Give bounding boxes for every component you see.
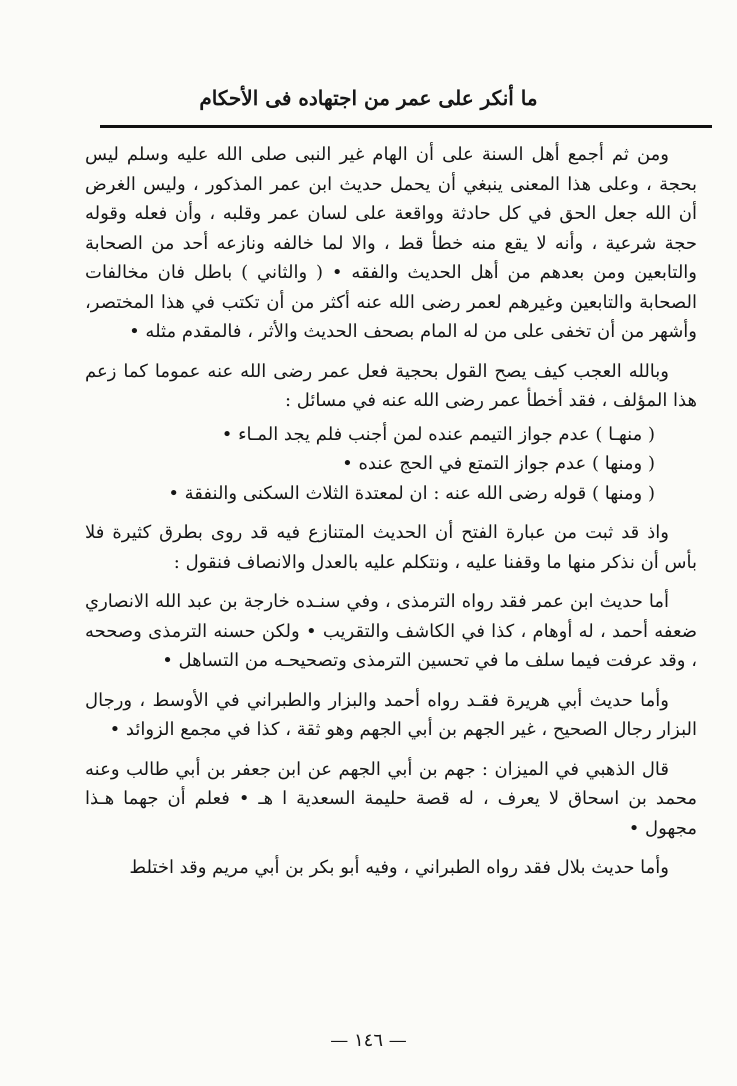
list-item: ( ومنها ) قوله رضى الله عنه : ان لمعتدة الثلاث السكنى والنفقة • xyxy=(168,482,655,504)
list-item: ( منهـا ) عدم جواز التيمم عنده لمن أجنب فلم يجد المـاء • xyxy=(221,423,655,445)
paragraph-1: ومن ثم أجمع أهل السنة على أن الهام غير النبى صلى الله عليه وسلم ليس بحجة ، وعلى هذا المعنى ينبغي أن يحمل حديث ابن عمر المذكور ، وليس الغرض أن الله جعل الحق في كل حادثة وواقعة على لسان عمر وقلبه ، وأن فعله وقوله حجة شرعية ، وأنه لا يقع منه خطأ قط ، والا لما خالفه ونازعه أحد من الصحابة والتابعين ومن بعدهم من أهل الحديث والفقه • ( والثاني ) باطل فان مخالفات الصحابة والتابعين وغيرهم لعمر رضى الله عنه أكثر من أن تكتب في هذا المختصر، وأشهر من أن تخفى على من له المام بصحف الحديث والأثر ، فالمقدم مثله • xyxy=(85,144,697,342)
paragraph-6: قال الذهبي في الميزان : جهم بن أبي الجهم عن ابن جعفر بن أبي طالب وعنه محمد بن اسحاق لا يعرف ، له قصة حليمة السعدية ا هـ • فعلم أن جهما هـذا مجهول • xyxy=(85,758,697,839)
errors-list xyxy=(85,420,697,509)
paragraph-4: أما حديث ابن عمر فقد رواه الترمذى ، وفي سنـده خارجة بن عبد الله الانصاري ضعفه أحمد ، له أوهام ، كذا في الكاشف والتقريب • ولكن حسنه الترمذى وصححه ، وقد عرفت فيما سلف ما في تحسين الترمذى وتصحيحـه من التساهل • xyxy=(85,591,697,671)
header-rule xyxy=(100,125,712,128)
paragraph-2: وبالله العجب كيف يصح القول بحجية فعل عمر رضى الله عنه عموما كما زعم هذا المؤلف ، فقد أخطأ عمر رضى الله عنه في مسائل : xyxy=(85,360,697,411)
page-title: ما أنكر على عمر من اجتهاده فى الأحكام xyxy=(199,86,538,110)
main-text xyxy=(85,140,697,893)
page-number: — ١٤٦ — xyxy=(330,1030,407,1051)
paragraph-3: واذ قد ثبت من عبارة الفتح أن الحديث المتنازع فيه قد روى بطرق كثيرة فلا بأس أن نذكر منها ما وقفنا عليه ، ونتكلم عليه بالعدل والانصاف فنقول : xyxy=(85,522,697,573)
list-item: ( ومنها ) عدم جواز التمتع في الحج عنده • xyxy=(342,453,655,474)
paragraph-5: وأما حديث أبي هريرة فقـد رواه أحمد والبزار والطبراني في الأوسط ، ورجال البزار رجال الصحيح ، غير الجهم بن أبي الجهم وهو ثقة ، كذا في مجمع الزوائد • xyxy=(85,689,697,740)
paragraph-7: وأما حديث بلال فقد رواه الطبراني ، وفيه أبو بكر بن أبي مريم وقد اختلط xyxy=(129,857,669,878)
